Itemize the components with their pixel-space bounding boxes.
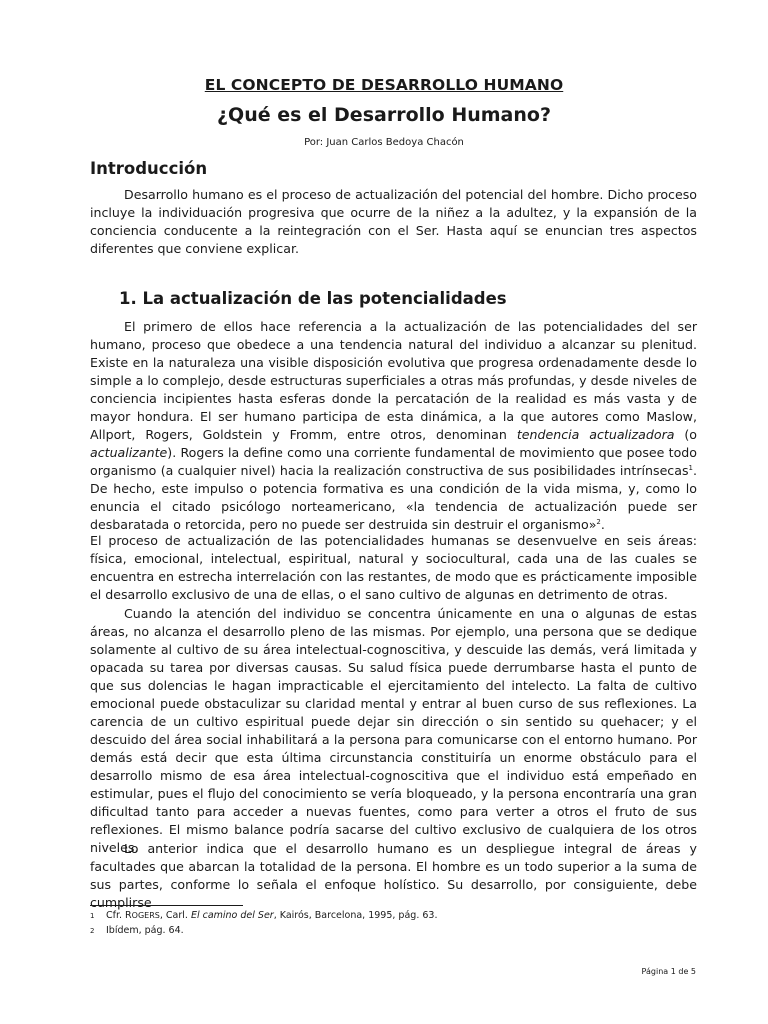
- paragraph-text: ). Rogers la define como una corriente fundamental de movimiento que posee todo organismo (a cualquier nivel) hacia la realización constructiva de sus posibilidades intrínsecas: [90, 445, 697, 478]
- emphasis-text: tendencia actualizadora: [516, 427, 675, 442]
- footnote-text: OGERS: [131, 911, 160, 920]
- footnote-book-title: El camino del Ser: [190, 910, 274, 921]
- heading-introduccion: Introducción: [90, 159, 208, 178]
- footnote-divider: [90, 905, 243, 906]
- document-title: EL CONCEPTO DE DESARROLLO HUMANO: [204, 76, 564, 94]
- emphasis-text: actualizante: [90, 445, 168, 460]
- page-number: Página 1 de 5: [641, 967, 696, 976]
- document-subtitle: ¿Qué es el Desarrollo Humano?: [217, 104, 551, 126]
- author-line: Por: Juan Carlos Bedoya Chacón: [304, 137, 464, 148]
- footnote-number: 2: [90, 927, 95, 935]
- paragraph-text: . De hecho, este impulso o potencia formativa es una condición de la vida misma, y, como lo enuncia el citado psicólogo norteamericano, «la tendencia de actualización puede ser desbaratada o retorcida, pero no puede ser destruida sin destruir el organismo»: [90, 463, 697, 532]
- paragraph-text: (o: [674, 427, 698, 442]
- footnote-text: Cfr. R: [106, 910, 132, 921]
- footnote-text: , Kairós, Barcelona, 1995, pág. 63.: [273, 910, 438, 921]
- footnote-ref-2[interactable]: 2: [596, 517, 601, 526]
- footnote-text: Ibídem, pág. 64.: [106, 925, 184, 936]
- footnote-text: , Carl.: [159, 910, 191, 921]
- footnote-ref-1[interactable]: 1: [688, 463, 693, 472]
- footnote-2: [90, 925, 184, 937]
- heading-section-1: 1. La actualización de las potencialidades: [119, 289, 507, 308]
- section1-paragraph-4: Lo anterior indica que el desarrollo humano es un despliegue integral de áreas y facultades que abarcan la totalidad de la persona. El hombre es un todo superior a la suma de sus partes, conforme lo señala el enfoque holístico. Su desarrollo, por consiguiente, debe cumplirse: [90, 841, 697, 910]
- paragraph-text: El primero de ellos hace referencia a la actualización de las potencialidades del ser humano, proceso que obedece a una tendencia natural del individuo a alcanzar su plenitud. Existe en la naturaleza una visible disposición evolutiva que progresa ordenadamente desde lo simple a lo complejo, desde estructuras superficiales a otras más profundas, y desde niveles de conciencia incipientes hasta esferas donde la percatación de la realidad es más vasta y de mayor hondura. El ser humano participa de esta dinámica, a la que autores como Maslow, Allport, Rogers, Goldstein y Fromm, entre otros, denominan: [90, 319, 697, 442]
- section1-paragraph-2: El proceso de actualización de las potencialidades humanas se desenvuelve en seis áreas: física, emocional, intelectual, espiritual, natural y sociocultural, cada una de las cuales se encuentra en estrecha interrelación con las restantes, de modo que es prácticamente imposible el desarrollo exclusivo de una de ellas, o el sano cultivo de algunas en detrimento de otras.: [90, 533, 697, 602]
- footnote-number: 1: [90, 912, 95, 920]
- paragraph-text: .: [600, 517, 605, 532]
- section1-paragraph-3: Cuando la atención del individuo se concentra únicamente en una o algunas de estas áreas, no alcanza el desarrollo pleno de las mismas. Por ejemplo, una persona que se dedique solamente al cultivo de su área intelectual-cognoscitiva, y descuide las demás, verá limitada y opacada su tarea por diversas causas. Su salud física puede derrumbarse hasta el punto de que sus dolencias le hagan impracticable el ejercitamiento del intelecto. La falta de cultivo emocional puede obstaculizar su claridad mental y entrar al buen curso de sus reflexiones. La carencia de un cultivo espiritual puede dejar sin dirección o sin sentido su quehacer; y el descuido del área social inhabilitará a la persona para comunicarse con el entorno humano. Por demás está decir que esta última circunstancia constituiría un enorme obstáculo para el desarrollo mismo de esa área intelectual-cognoscitiva que el individuo está empeñado en estimular, pues el flujo del conocimiento se vería bloqueado, y la persona encontraría una gran dificultad tanto para acceder a nuevas fuentes, como para verter a otros el fruto de sus reflexiones. El mismo balance podría sacarse del cultivo exclusivo de cualquiera de los otros niveles.: [90, 606, 697, 855]
- footnote-1: [90, 910, 437, 922]
- intro-paragraph: Desarrollo humano es el proceso de actualización del potencial del hombre. Dicho proceso incluye la individuación progresiva que ocurre de la niñez a la adultez, y la expansión de la conciencia conducente a la reintegración con el Ser. Hasta aquí se enuncian tres aspectos diferentes que conviene explicar.: [90, 187, 697, 256]
- section1-paragraph-1: [90, 318, 697, 534]
